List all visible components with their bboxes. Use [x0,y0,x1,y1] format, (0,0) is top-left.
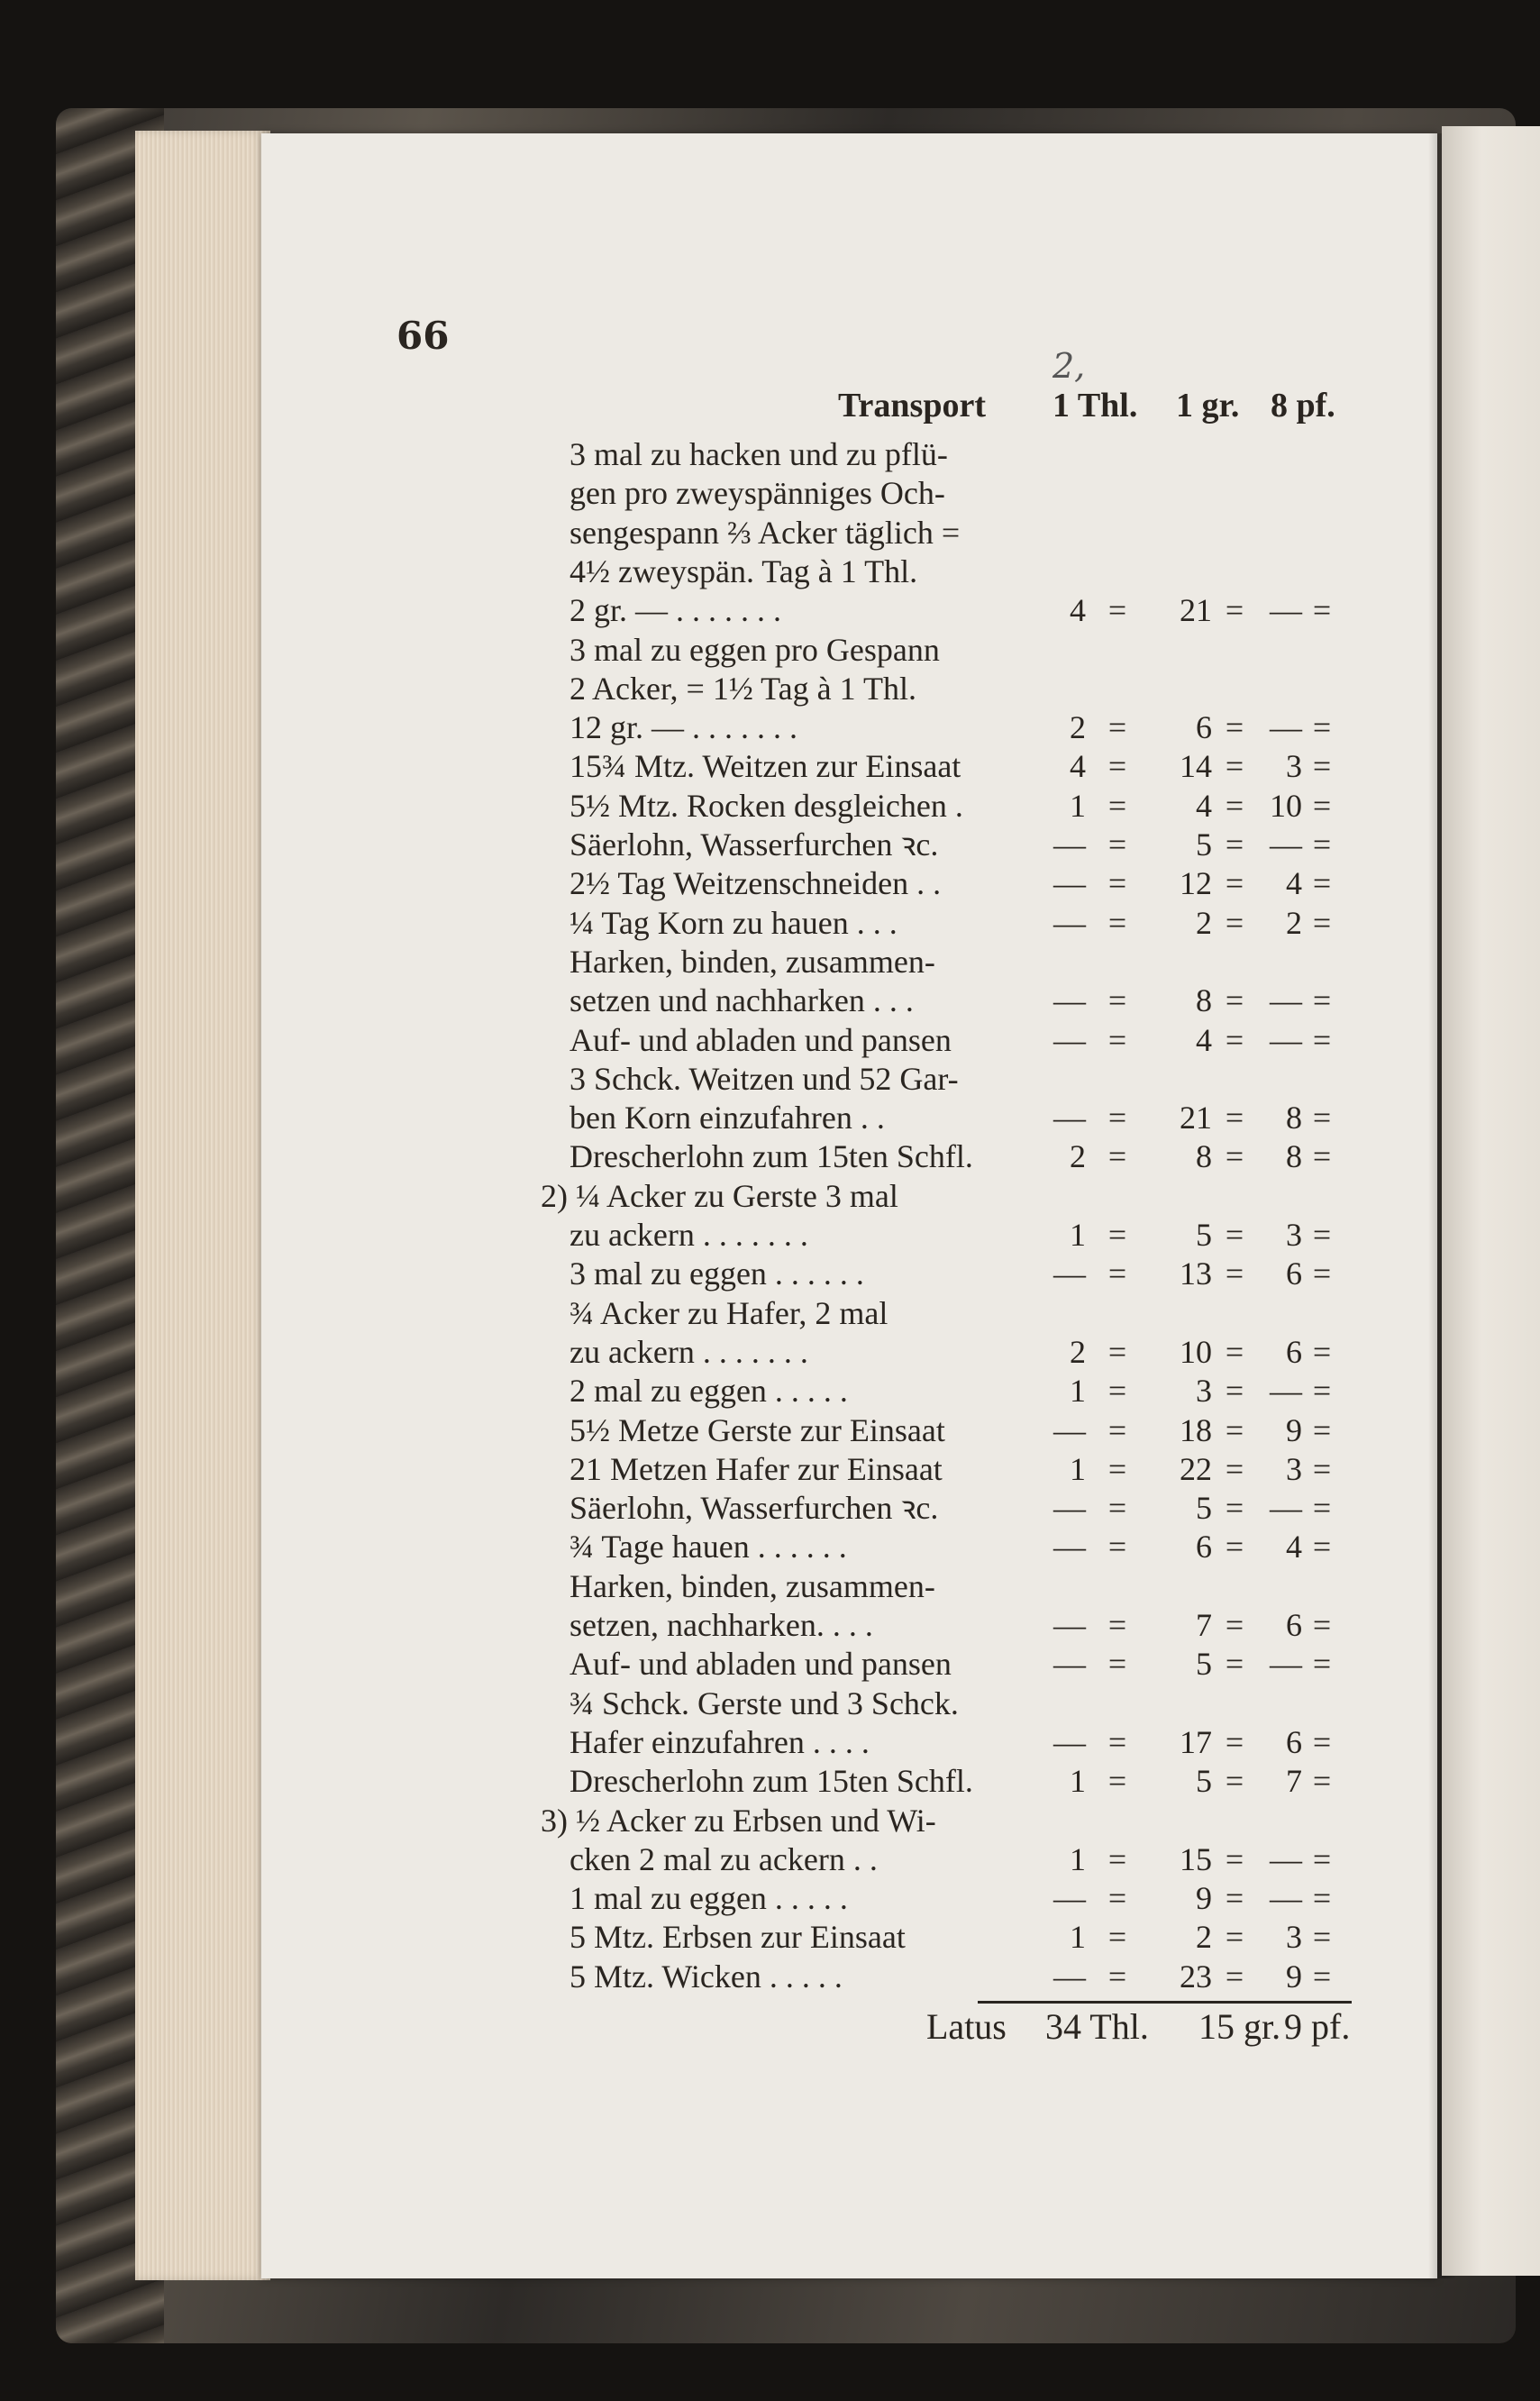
ledger-row [0,669,1540,708]
row-text: 5 Mtz. Erbsen zur Einsaat [570,1919,906,1956]
ditto-mark: = [1107,1723,1127,1760]
transport-thaler: 1 Thl. [1052,387,1138,425]
ledger-row [0,1878,1540,1918]
amount-pfennig: 4 [1286,1529,1302,1566]
amount-pfennig: 2 [1286,904,1302,941]
row-text: Harken, binden, zusammen- [570,1567,935,1604]
ledger-row [0,1957,1540,1996]
ledger-row [0,1098,1540,1137]
ditto-mark: = [1225,1490,1244,1527]
ledger-row [0,825,1540,864]
latus-groschen: 15 gr. [1198,2006,1281,2047]
amount-thaler: — [1053,1880,1086,1917]
page-number: 66 [396,314,450,358]
ledger-row [0,1722,1540,1762]
amount-groschen: 4 [1196,1021,1212,1058]
ditto-mark: = [1225,1100,1244,1137]
ledger-row [0,1332,1540,1372]
ditto-mark: = [1225,1646,1244,1683]
amount-thaler: — [1053,1958,1086,1995]
ditto-mark: = [1107,865,1127,902]
ditto-mark: = [1312,709,1332,746]
amount-thaler: 1 [1070,787,1086,824]
ditto-mark: = [1312,865,1332,902]
ditto-mark: = [1225,1138,1244,1175]
ditto-mark: = [1225,1021,1244,1058]
ledger-row [0,1566,1540,1606]
ditto-mark: = [1312,1646,1332,1683]
ditto-mark: = [1225,865,1244,902]
ditto-mark: = [1225,1723,1244,1760]
amount-pfennig: — [1270,1490,1302,1527]
ditto-mark: = [1107,1646,1127,1683]
amount-groschen: 14 [1180,748,1212,785]
amount-groschen: 7 [1196,1607,1212,1643]
ditto-mark: = [1107,1840,1127,1877]
amount-groschen: 15 [1180,1840,1212,1877]
ditto-mark: = [1312,1880,1332,1917]
ledger-row [0,942,1540,981]
row-text: 3 mal zu hacken und zu pflü- [570,436,948,472]
amount-groschen: 21 [1180,1100,1212,1137]
row-text: 21 Metzen Hafer zur Einsaat [570,1450,943,1487]
ditto-mark: = [1107,709,1127,746]
ditto-mark: = [1312,1255,1332,1292]
row-text: 3) ½ Acker zu Erbsen und Wi- [541,1802,936,1839]
amount-pfennig: — [1270,1373,1302,1410]
ditto-mark: = [1312,904,1332,941]
ditto-mark: = [1107,1529,1127,1566]
amount-thaler: — [1053,904,1086,941]
ditto-mark: = [1107,1373,1127,1410]
ditto-mark: = [1225,1840,1244,1877]
sum-rule [978,2001,1352,2004]
latus-thaler: 34 Thl. [1045,2006,1149,2047]
ditto-mark: = [1312,1840,1332,1877]
amount-groschen: 18 [1180,1411,1212,1448]
amount-thaler: 1 [1070,1217,1086,1253]
ditto-mark: = [1312,1411,1332,1448]
amount-pfennig: 3 [1286,1217,1302,1253]
amount-groschen: 5 [1196,1646,1212,1683]
ledger-row [0,1371,1540,1410]
ditto-mark: = [1107,1411,1127,1448]
ledger-row [0,1254,1540,1293]
ledger-row [0,786,1540,826]
ditto-mark: = [1107,1333,1127,1370]
amount-pfennig: 6 [1286,1607,1302,1643]
row-text: 3 mal zu eggen pro Gespann [570,631,940,668]
ditto-mark: = [1312,1021,1332,1058]
amount-pfennig: — [1270,592,1302,629]
amount-pfennig: — [1270,709,1302,746]
amount-pfennig: 8 [1286,1100,1302,1137]
row-text: ¾ Acker zu Hafer, 2 mal [570,1294,888,1331]
row-text: zu ackern . . . . . . . [570,1217,808,1253]
row-text: 5 Mtz. Wicken . . . . . [570,1958,843,1995]
amount-pfennig: — [1270,1840,1302,1877]
ledger-row [0,1020,1540,1060]
amount-thaler: 2 [1070,709,1086,746]
ditto-mark: = [1107,982,1127,1019]
row-text: 4½ zweyspän. Tag à 1 Thl. [570,552,918,589]
ditto-mark: = [1107,1021,1127,1058]
ditto-mark: = [1107,1217,1127,1253]
amount-groschen: 5 [1196,1490,1212,1527]
ditto-mark: = [1107,787,1127,824]
amount-pfennig: 3 [1286,1450,1302,1487]
row-text: cken 2 mal zu ackern . . [570,1840,878,1877]
ditto-mark: = [1107,1607,1127,1643]
amount-thaler: — [1053,1255,1086,1292]
ledger-row [0,708,1540,747]
ditto-mark: = [1312,826,1332,863]
ditto-mark: = [1225,1333,1244,1370]
amount-groschen: 22 [1180,1450,1212,1487]
amount-thaler: 1 [1070,1919,1086,1956]
ledger-row [0,863,1540,903]
row-text: ¾ Tage hauen . . . . . . [570,1529,847,1566]
ledger-row [0,1293,1540,1333]
row-text: 3 mal zu eggen . . . . . . [570,1255,864,1292]
ditto-mark: = [1312,592,1332,629]
amount-thaler: — [1053,1723,1086,1760]
amount-pfennig: 6 [1286,1333,1302,1370]
amount-thaler: — [1053,982,1086,1019]
amount-groschen: 6 [1196,709,1212,746]
ditto-mark: = [1225,1411,1244,1448]
amount-pfennig: 9 [1286,1411,1302,1448]
ditto-mark: = [1107,1919,1127,1956]
ditto-mark: = [1107,1100,1127,1137]
row-text: 12 gr. — . . . . . . . [570,709,798,746]
amount-thaler: 1 [1070,1373,1086,1410]
amount-thaler: — [1053,1021,1086,1058]
amount-thaler: 1 [1070,1840,1086,1877]
amount-pfennig: — [1270,826,1302,863]
ditto-mark: = [1225,1373,1244,1410]
ditto-mark: = [1312,982,1332,1019]
amount-thaler: 1 [1070,1763,1086,1800]
amount-groschen: 5 [1196,1763,1212,1800]
amount-groschen: 13 [1180,1255,1212,1292]
ditto-mark: = [1312,1919,1332,1956]
ditto-mark: = [1312,1217,1332,1253]
amount-pfennig: 3 [1286,1919,1302,1956]
row-text: ben Korn einzufahren . . [570,1100,885,1137]
amount-pfennig: 7 [1286,1763,1302,1800]
latus-pfennig: 9 pf. [1284,2006,1351,2047]
ledger-row [0,1917,1540,1957]
row-text: sengespann ⅔ Acker täglich = [570,514,961,551]
ditto-mark: = [1107,592,1127,629]
amount-thaler: 4 [1070,592,1086,629]
amount-groschen: 12 [1180,865,1212,902]
ditto-mark: = [1312,1450,1332,1487]
ditto-mark: = [1312,1723,1332,1760]
ledger-row [0,1605,1540,1645]
amount-pfennig: 4 [1286,865,1302,902]
ledger-row [0,552,1540,591]
ditto-mark: = [1107,1763,1127,1800]
ledger-row [0,1410,1540,1450]
ledger-row [0,513,1540,552]
row-text: 2 mal zu eggen . . . . . [570,1373,848,1410]
row-text: Säerlohn, Wasserfurchen ꝛc. [570,826,939,863]
ditto-mark: = [1312,748,1332,785]
ditto-mark: = [1225,1958,1244,1995]
ditto-mark: = [1225,982,1244,1019]
ledger-row [0,1761,1540,1801]
amount-thaler: — [1053,1100,1086,1137]
ledger-row [0,1840,1540,1879]
ditto-mark: = [1107,1138,1127,1175]
amount-groschen: 8 [1196,982,1212,1019]
ditto-mark: = [1225,1763,1244,1800]
row-text: Auf- und abladen und pansen [570,1646,952,1683]
row-text: Harken, binden, zusammen- [570,943,935,980]
ditto-mark: = [1225,1217,1244,1253]
ditto-mark: = [1312,1373,1332,1410]
row-text: zu ackern . . . . . . . [570,1333,808,1370]
ledger-row [0,1527,1540,1566]
amount-thaler: — [1053,1646,1086,1683]
amount-pfennig: — [1270,982,1302,1019]
ditto-mark: = [1225,787,1244,824]
ditto-mark: = [1107,1450,1127,1487]
amount-groschen: 17 [1180,1723,1212,1760]
ditto-mark: = [1312,1958,1332,1995]
amount-pfennig: — [1270,1021,1302,1058]
ledger-row [0,473,1540,513]
ditto-mark: = [1312,1100,1332,1137]
ditto-mark: = [1225,1880,1244,1917]
ditto-mark: = [1107,904,1127,941]
amount-thaler: — [1053,1411,1086,1448]
amount-groschen: 23 [1180,1958,1212,1995]
row-text: 2 gr. — . . . . . . . [570,592,782,629]
ledger-row [0,590,1540,630]
row-text: 15¾ Mtz. Weitzen zur Einsaat [570,748,961,785]
ditto-mark: = [1225,709,1244,746]
row-text: ¾ Schck. Gerste und 3 Schck. [570,1684,959,1721]
ditto-mark: = [1312,1763,1332,1800]
amount-groschen: 5 [1196,1217,1212,1253]
latus-label: Latus [926,2006,1007,2047]
row-text: Hafer einzufahren . . . . [570,1723,870,1760]
ditto-mark: = [1225,1255,1244,1292]
ledger-row [0,1137,1540,1176]
row-text: Drescherlohn zum 15ten Schfl. [570,1763,973,1800]
ledger-row [0,1488,1540,1528]
amount-groschen: 9 [1196,1880,1212,1917]
row-text: 2) ¼ Acker zu Gerste 3 mal [541,1177,898,1214]
ditto-mark: = [1107,826,1127,863]
ditto-mark: = [1225,1529,1244,1566]
ditto-mark: = [1225,1450,1244,1487]
amount-thaler: — [1053,1490,1086,1527]
ditto-mark: = [1107,748,1127,785]
row-text: ¼ Tag Korn zu hauen . . . [570,904,898,941]
ledger-row [0,1684,1540,1723]
amount-pfennig: — [1270,1880,1302,1917]
ledger-row [0,903,1540,943]
amount-thaler: 2 [1070,1138,1086,1175]
amount-pfennig: 9 [1286,1958,1302,1995]
ledger-row [0,630,1540,670]
ditto-mark: = [1312,1138,1332,1175]
ditto-mark: = [1225,1607,1244,1643]
amount-groschen: 5 [1196,826,1212,863]
row-text: 3 Schck. Weitzen und 52 Gar- [570,1060,959,1097]
amount-groschen: 10 [1180,1333,1212,1370]
amount-thaler: — [1053,826,1086,863]
row-text: Säerlohn, Wasserfurchen ꝛc. [570,1490,939,1527]
ledger-row [0,1801,1540,1840]
ditto-mark: = [1225,592,1244,629]
ledger-row [0,1215,1540,1255]
amount-groschen: 21 [1180,592,1212,629]
amount-pfennig: 10 [1270,787,1302,824]
amount-groschen: 3 [1196,1373,1212,1410]
ditto-mark: = [1107,1255,1127,1292]
ditto-mark: = [1312,1607,1332,1643]
ledger-row [0,1644,1540,1684]
row-text: Drescherlohn zum 15ten Schfl. [570,1138,973,1175]
amount-pfennig: — [1270,1646,1302,1683]
ditto-mark: = [1312,1529,1332,1566]
transport-row [0,386,1540,431]
ditto-mark: = [1312,787,1332,824]
ledger-row [0,1059,1540,1099]
ditto-mark: = [1107,1880,1127,1917]
row-text: 5½ Metze Gerste zur Einsaat [570,1411,945,1448]
ditto-mark: = [1107,1490,1127,1527]
row-text: 2½ Tag Weitzenschneiden . . [570,865,942,902]
row-text: 5½ Mtz. Rocken desgleichen . [570,787,963,824]
amount-thaler: 1 [1070,1450,1086,1487]
amount-thaler: 2 [1070,1333,1086,1370]
amount-groschen: 8 [1196,1138,1212,1175]
amount-pfennig: 8 [1286,1138,1302,1175]
amount-thaler: 4 [1070,748,1086,785]
amount-groschen: 4 [1196,787,1212,824]
amount-pfennig: 6 [1286,1723,1302,1760]
row-text: 2 Acker, = 1½ Tag à 1 Thl. [570,670,916,707]
row-text: setzen und nachharken . . . [570,982,914,1019]
ledger-row [0,746,1540,786]
amount-thaler: — [1053,865,1086,902]
row-text: 1 mal zu eggen . . . . . [570,1880,848,1917]
ditto-mark: = [1225,748,1244,785]
ditto-mark: = [1225,904,1244,941]
amount-thaler: — [1053,1529,1086,1566]
transport-pfennig: 8 pf. [1271,387,1335,425]
ditto-mark: = [1312,1333,1332,1370]
amount-pfennig: 3 [1286,748,1302,785]
row-text: gen pro zweyspänniges Och- [570,475,945,512]
transport-groschen: 1 gr. [1176,387,1240,425]
amount-pfennig: 6 [1286,1255,1302,1292]
handwritten-annotation: 2, [1052,346,1086,386]
ditto-mark: = [1312,1490,1332,1527]
ditto-mark: = [1225,826,1244,863]
latus-row [0,2005,1540,2050]
row-text: setzen, nachharken. . . . [570,1607,873,1643]
transport-label: Transport [838,387,986,425]
ledger-row [0,981,1540,1020]
amount-thaler: — [1053,1607,1086,1643]
amount-groschen: 6 [1196,1529,1212,1566]
ledger-row [0,1449,1540,1489]
amount-groschen: 2 [1196,1919,1212,1956]
ditto-mark: = [1107,1958,1127,1995]
ledger-row [0,434,1540,474]
amount-groschen: 2 [1196,904,1212,941]
row-text: Auf- und abladen und pansen [570,1021,952,1058]
ditto-mark: = [1225,1919,1244,1956]
ledger-row [0,1176,1540,1216]
